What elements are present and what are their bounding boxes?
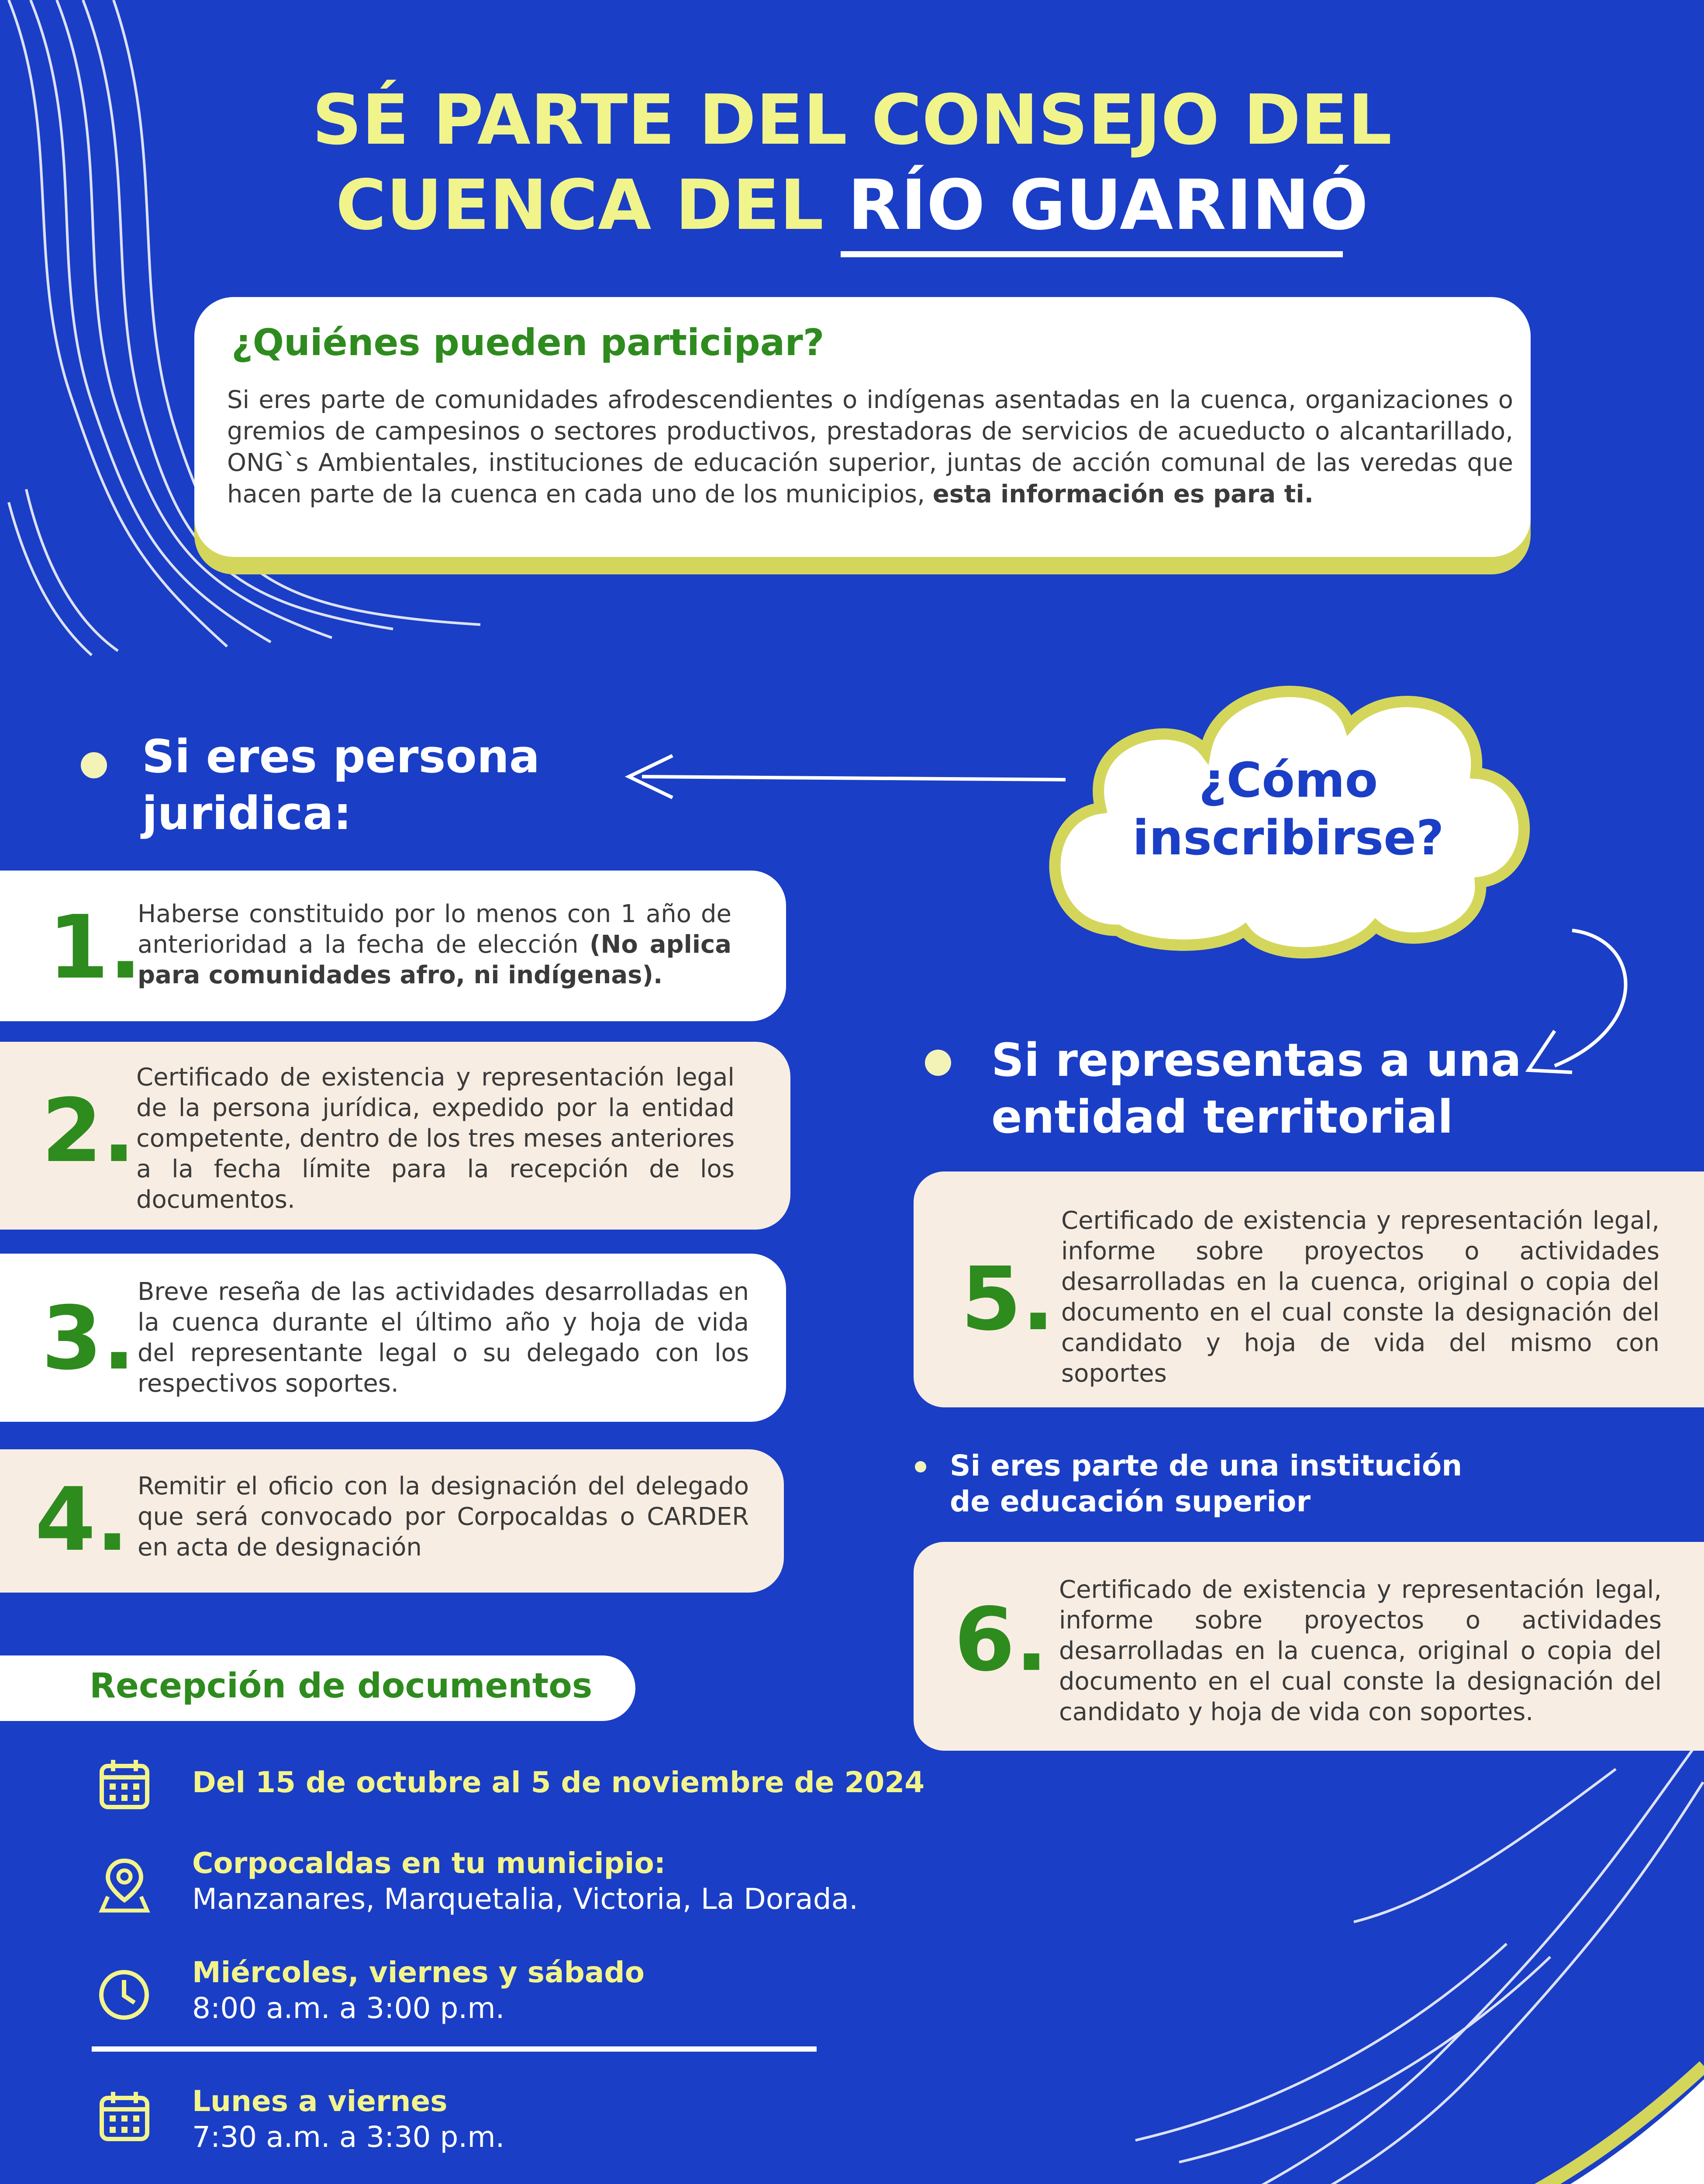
municipal-days: Miércoles, viernes y sábado: [192, 1956, 645, 1989]
education-heading-line1: Si eres parte de una institución: [950, 1449, 1463, 1482]
step-text-6: Certificado de existencia y representación legal, informe sobre proyectos o actividades desarrolladas en la cuenca, original o copia del documento en el cual conste la designación del candidato y hoja de vida con soportes.: [1059, 1576, 1662, 1726]
page-title-line1: SÉ PARTE DEL CONSEJO DEL: [312, 80, 1392, 160]
step-text-5: Certificado de existencia y representación legal, informe sobre proyectos o actividades desarrolladas en la cuenca, original o copia del documento en el cual conste la designación del candidato y hoja de vida del mismo con soportes: [1061, 1206, 1659, 1388]
section-divider: [92, 2046, 817, 2052]
weekday-days: Lunes a viernes: [192, 2084, 448, 2118]
who-body-bold: esta información es para ti.: [932, 480, 1314, 508]
arrow-to-juridica: [642, 777, 1066, 780]
juridica-heading-line1: Si eres persona: [142, 730, 540, 783]
logo-area-background: [1004, 2079, 1704, 2184]
municipal-hours: 8:00 a.m. a 3:00 p.m.: [192, 1991, 505, 2025]
who-heading: ¿Quiénes pueden participar?: [231, 321, 824, 364]
step-text-3: Breve reseña de las actividades desarrolladas en la cuenca durante el último año y hoja de vida del representante legal o su delegado con los respectivos soportes.: [138, 1278, 749, 1398]
cloud-line2: inscribirse?: [1132, 810, 1444, 866]
step-text-1-plain: Haberse constituido por lo menos con 1 año de anterioridad a la fecha de elección: [138, 900, 731, 959]
juridica-heading-line2: juridica:: [142, 787, 352, 840]
bullet-juridica: [81, 752, 107, 778]
education-heading-line2: de educación superior: [950, 1485, 1311, 1518]
bullet-territorial: [925, 1050, 951, 1076]
title-highlight: RÍO GUARINÓ: [848, 165, 1369, 245]
territorial-heading-line1: Si representas a una: [991, 1033, 1521, 1087]
page-title-line2: [0, 162, 1704, 249]
cloud-line1: ¿Cómo: [1198, 752, 1378, 808]
step-text-2: Certificado de existencia y representación legal de la persona jurídica, expedido por la entidad competente, dentro de los tres meses anteriores a la fecha límite para la recepción de los documentos.: [136, 1063, 735, 1214]
title-underline: [841, 251, 1343, 257]
arrow-to-territorial: [1555, 930, 1626, 1066]
step-text-1-bold: (No aplica para comunidades afro, ni indígenas).: [138, 930, 732, 989]
step-number-3: 3.: [41, 1288, 136, 1389]
step-text-1: [138, 899, 731, 991]
wave-lines-bottom: [996, 1747, 1703, 2184]
territorial-heading-line2: entidad territorial: [991, 1090, 1453, 1144]
bullet-education: [915, 1461, 926, 1472]
who-body: [227, 384, 1513, 510]
step-number-2: 2.: [41, 1080, 136, 1182]
weekday-hours: 7:30 a.m. a 3:30 p.m.: [192, 2120, 505, 2154]
clock-icon: [97, 1968, 152, 2022]
step-text-4: Remitir el oficio con la designación del delegado que será convocado por Corpocaldas o CARDER en acta de designación: [138, 1472, 749, 1562]
step-number-6: 6.: [954, 1589, 1049, 1691]
reception-heading: Recepción de documentos: [90, 1666, 593, 1706]
reception-dates: Del 15 de octubre al 5 de noviembre de 2024: [192, 1766, 925, 1799]
calendar-icon: [98, 1758, 151, 1811]
calendar-icon: [98, 2090, 151, 2143]
municipal-places: Manzanares, Marquetalia, Victoria, La Dorada.: [192, 1882, 859, 1916]
location-pin-icon: [98, 1856, 151, 1913]
title-prefix: CUENCA DEL: [335, 165, 848, 245]
municipal-title: Corpocaldas en tu municipio:: [192, 1846, 666, 1880]
step-number-4: 4.: [35, 1469, 129, 1571]
step-number-5: 5.: [961, 1248, 1055, 1350]
step-number-1: 1.: [48, 897, 142, 999]
who-body-text: Si eres parte de comunidades afrodescendientes o indígenas asentadas en la cuenca, organizaciones o gremios de campesinos o sectores productivos, prestadoras de servicios de acueducto o alcantarillado, ONG`s Ambientales, instituciones de educación superior, juntas de acción comunal de las veredas que hacen parte de la cuenca en cada uno de los municipios,: [227, 386, 1513, 508]
